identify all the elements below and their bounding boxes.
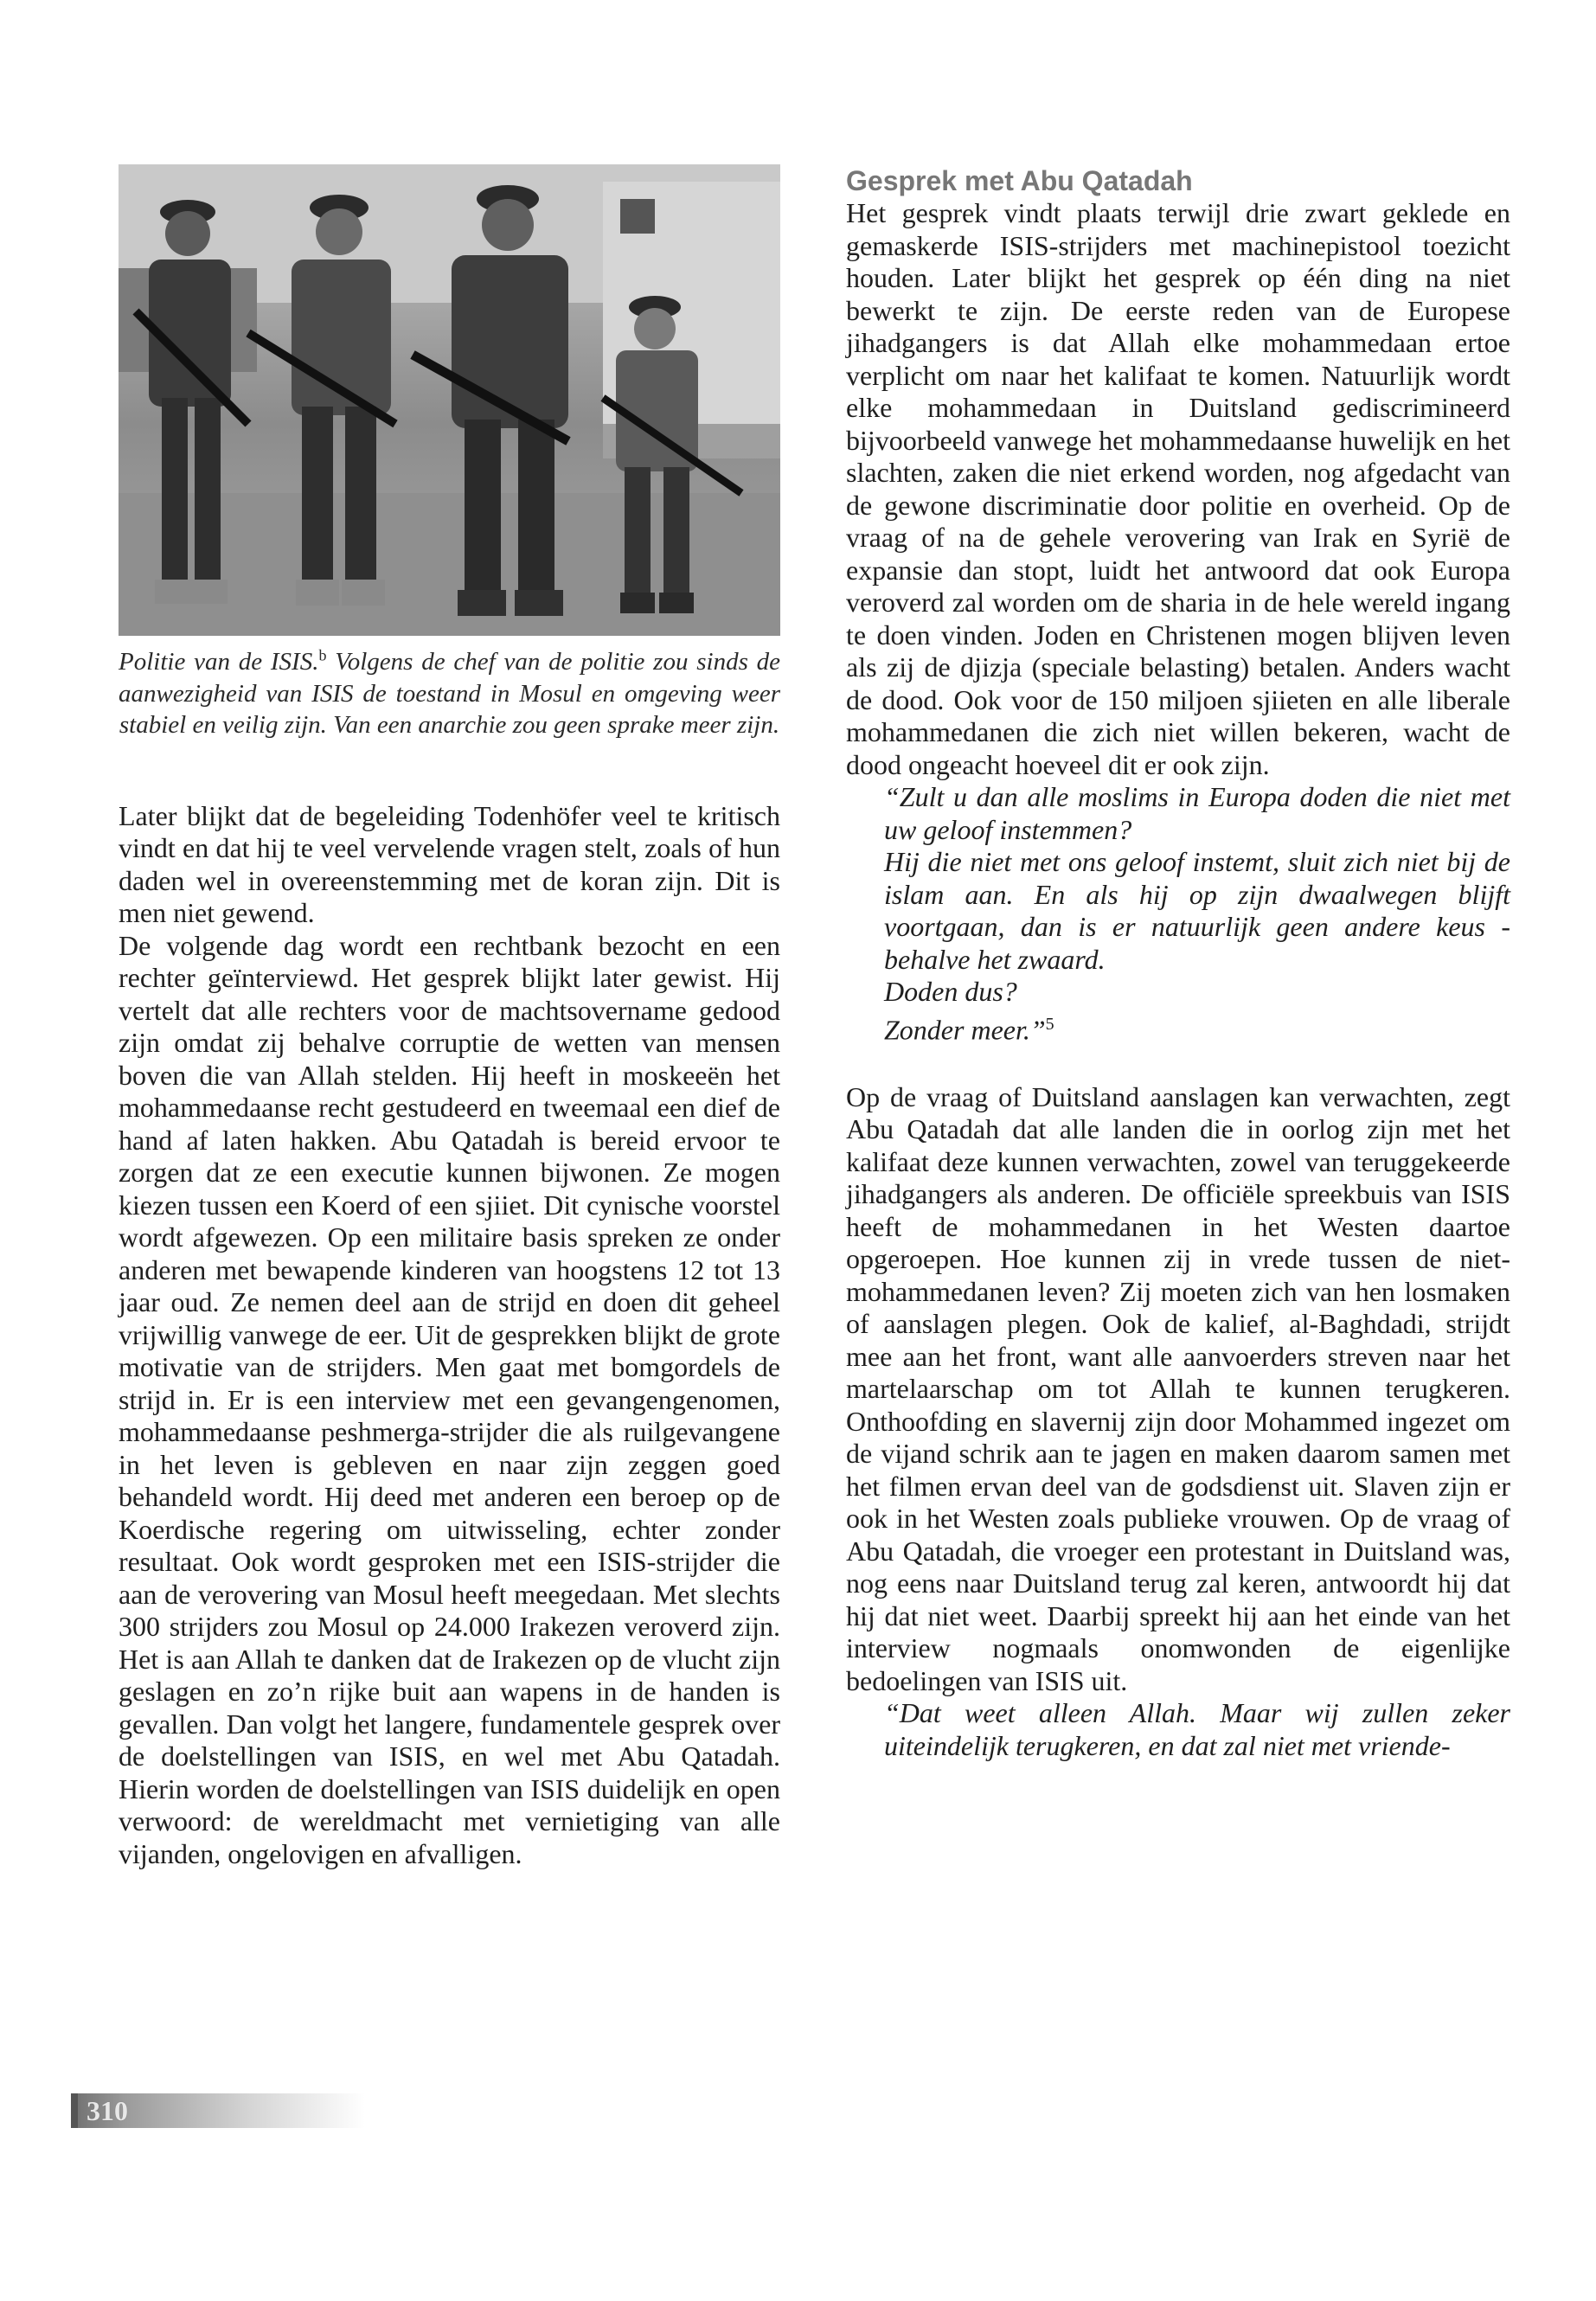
caption-footnote-marker: b	[318, 646, 327, 664]
caption-start: Politie van de ISIS.	[119, 648, 319, 676]
paragraph: Het gesprek vindt plaats terwijl drie zwart geklede en gemaskerde ISIS-strijders met machinepistool toezicht houden. Later blijkt het gesprek op één ding na niet bewerkt te zijn. De eerste reden van de Europese jihadgangers is dat Allah elke mohammedaan ertoe verplicht om naar het kalifaat te komen. Natuurlijk wordt elke mohammedaan in Duitsland gediscrimineerd bijvoorbeeld vanwege het mohammedaanse huwelijk en het slachten, zaken die niet erkend worden, nog afgedacht van de gewone discriminatie door politie en overheid. Op de vraag of na de gehele verovering van Irak en Syrië de expansie dan stopt, luidt het antwoord dat ook Europa veroverd zal worden om de sharia in de hele wereld ingang te doen vinden. Joden en Christenen mogen blijven leven als zij de djizja (speciale belasting) betalen. Anders wacht de dood. Ook voor de 150 miljoen sjiieten en alle liberale mohammedanen die zich niet willen bekeren, wacht de dood ongeacht hoeveel dit er ook zijn.	[846, 197, 1510, 780]
paragraph: Op de vraag of Duitsland aanslagen kan verwachten, zegt Abu Qatadah dat alle landen die in oorlog zijn met het kalifaat deze kunnen verwachten, zowel van teruggekeerde jihadgangers als anderen. De officiële spreekbuis van ISIS heeft de mohammedanen in het Westen daartoe opgeroepen. Hoe kunnen zij in vrede tussen de niet-mohammedanen leven? Zij moeten zich van hen losmaken of aanslagen plegen. Ook de kalief, al-Baghdadi, strijdt mee aan het front, want alle aanvoerders streven naar het martelaarschap om tot Allah te kunnen terugkeren. Onthoofding en slavernij zijn door Mohammed ingezet om de vijand schrik aan te jagen en maken daarom samen met het filmen ervan deel van de godsdienst uit. Slaven zijn er ook in het Westen zoals publieke vrouwen. Op de vraag of Abu Qatadah, die vroeger een protestant in Duitsland was, nog eens naar Duitsland terug zal keren, antwoordt hij dat hij dat niet weet. Daarbij spreekt hij aan het einde van het interview nogmaals onomwonden de eigenlijke bedoelingen van ISIS uit.	[846, 1080, 1510, 1696]
page-number: 310	[87, 2095, 128, 2126]
footnote-marker: 5	[1045, 1014, 1054, 1034]
caption-rest: Volgens de chef van de politie zou sinds de aanwezigheid van ISIS de toestand in Mosul en omgeving weer stabiel en veilig zijn. Van een anarchie zou geen sprake meer zijn.	[119, 648, 781, 739]
closing-quote	[846, 1697, 1510, 1762]
paragraph: De volgende dag wordt een rechtbank bezocht en een rechter geïnterviewd. Het gesprek blijkt later gewist. Hij vertelt dat alle rechters voor de machtsovername gedood zijn omdat zij behalve corruptie de wetten van mensen boven die van Allah stelden. Hij heeft in moskeeën het mohammedaanse recht gestudeerd en tweemaal een dief de hand af laten hakken. Abu Qatadah is bereid ervoor te zorgen dat ze een executie kunnen bijwonen. Ze mogen kiezen tussen een Koerd of een sjiiet. Dit cynische voorstel wordt afgewezen. Op een militaire basis spreken ze onder anderen met bewapende kinderen van hoogstens 12 tot 13 jaar oud. Ze nemen deel aan de strijd en doen dit geheel vrijwillig vanwege de eer. Uit de gesprekken blijkt de grote motivatie van de strijders. Men gaat met bomgordels de strijd in. Er is een interview met een gevangengenomen, mohammedaanse peshmerga-strijder die als ruilgevangene in het leven is gebleven en naar zijn zeggen goed behandeld wordt. Hij deed met anderen een beroep op de Koerdische regering om uitwisseling, echter zonder resultaat. Ook wordt gesproken met een ISIS-strijder die aan de verovering van Mosul heeft meegedaan. Met slechts 300 strijders zou Mosul op 24.000 Irakezen veroverd zijn. Het is aan Allah te danken dat de Irakezen op de vlucht zijn geslagen en zo’n rijke buit aan wapens in de handen is gevallen. Dan volgt het langere, fundamentele gesprek over de doelstellingen van ISIS, en wel met Abu Qatadah. Hierin worden de doelstellingen van ISIS duidelijk en open verwoord: de wereldmacht met vernietiging van alle vijanden, ongelovigen en afvalligen.	[119, 929, 780, 1869]
quote-line: Doden dus?	[884, 976, 1017, 1007]
quote-line	[884, 1009, 1510, 1047]
spacer	[846, 1047, 1510, 1081]
quote-line: Hij die niet met ons geloof instemt, sluit zich niet bij de islam aan. En als hij op zijn dwaalwegen blijft voortgaan, dan is er natuurlijk geen andere keus - behalve het zwaard.	[884, 846, 1510, 975]
quote-line: “Zult u dan alle moslims in Europa doden die niet met uw geloof instemmen?	[884, 781, 1510, 845]
police-photo	[119, 164, 780, 636]
paragraph: Later blijkt dat de begeleiding Todenhöfer veel te kritisch vindt en dat hij te veel vervelende vragen stelt, zoals of hun daden wel in overeenstemming met de koran zijn. Dit is men niet gewend.	[119, 799, 780, 928]
footer-bar	[71, 2093, 78, 2128]
police-photo-illustration	[119, 164, 780, 636]
photo-caption	[119, 646, 780, 741]
interview-quote	[846, 781, 1510, 1047]
left-body-text	[119, 800, 780, 1871]
left-column	[119, 164, 780, 1870]
quote-end: Zonder meer.”	[884, 1014, 1046, 1046]
right-column	[846, 164, 1510, 1762]
quote-line: “Dat weet alleen Allah. Maar wij zullen zeker uiteindelijk terugkeren, en dat zal niet met vriende-	[884, 1697, 1510, 1761]
page-footer	[71, 2093, 365, 2128]
section-heading: Gesprek met Abu Qatadah	[846, 165, 1193, 196]
